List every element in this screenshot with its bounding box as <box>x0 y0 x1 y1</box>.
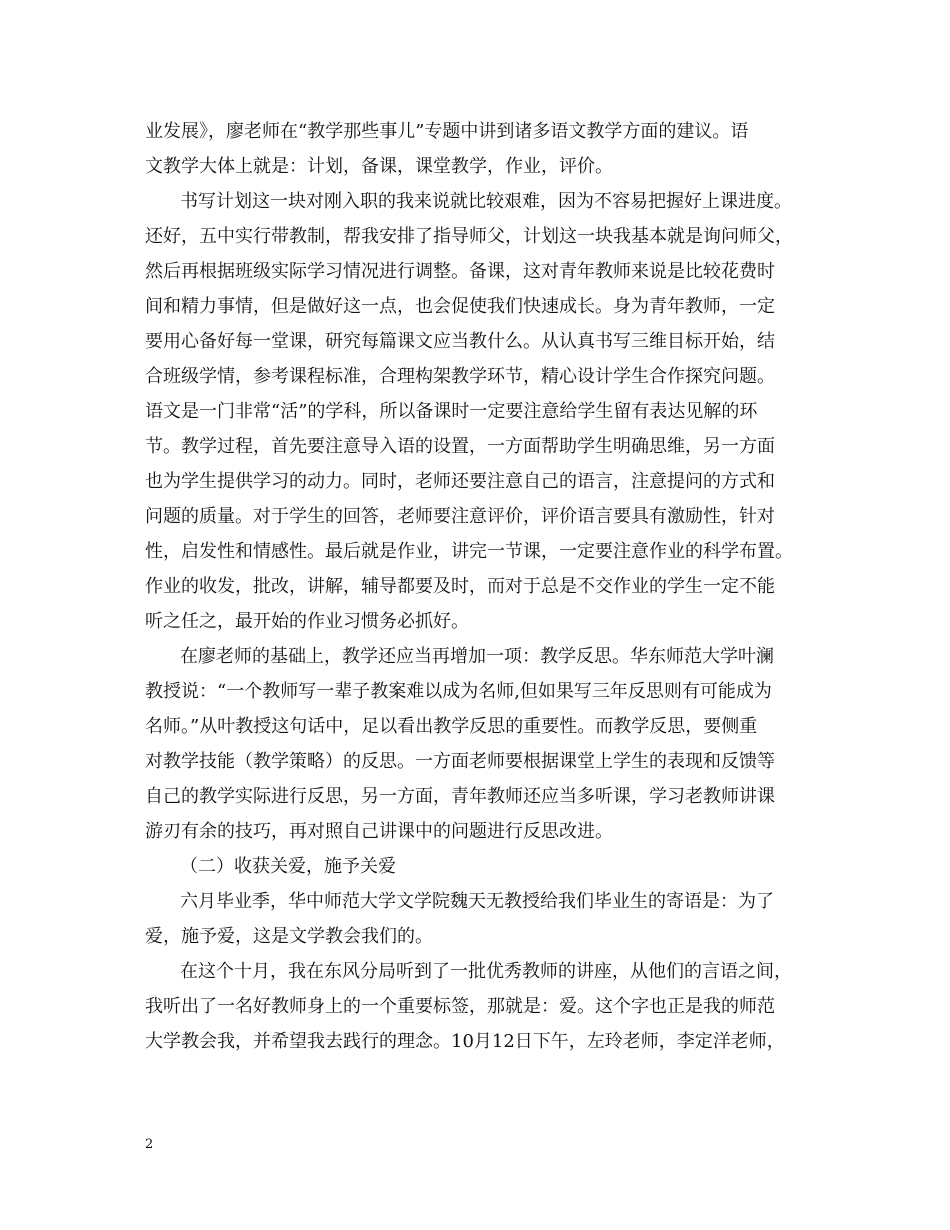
text-line: 大学教会我，并希望我去践行的理念。10月12日下午，左玲老师，李定洋老师， <box>145 1031 785 1052</box>
text-line: 文教学大体上就是：计划，备课，课堂教学，作业，评价。 <box>145 156 613 177</box>
text-line: 游刃有余的技巧，再对照自己讲课中的问题进行反思改进。 <box>145 821 613 842</box>
text-line: 对教学技能（教学策略）的反思。一方面老师要根据课堂上学生的表现和反馈等 <box>145 751 775 772</box>
text-line: 六月毕业季，华中师范大学文学院魏天无教授给我们毕业生的寄语是：为了 <box>180 891 774 912</box>
text-line: 教授说：“一个教师写一辈子教案难以成为名师,但如果写三年反思则有可能成为 <box>145 681 772 702</box>
text-line: 名师。”从叶教授这句话中，足以看出教学反思的重要性。而教学反思，要侧重 <box>145 716 758 737</box>
text-line: 自己的教学实际进行反思，另一方面，青年教师还应当多听课，学习老教师讲课 <box>145 786 775 807</box>
text-line: 书写计划这一块对刚入职的我来说就比较艰难，因为不容易把握好上课进度。 <box>180 191 792 212</box>
text-line: 还好，五中实行带教制，帮我安排了指导师父，计划这一块我基本就是询问师父， <box>145 226 793 247</box>
section-heading: （二）收获关爱，施予关爱 <box>180 856 396 877</box>
page-number: 2 <box>145 1137 154 1152</box>
text-line: 我听出了一名好教师身上的一个重要标签，那就是：爱。这个字也正是我的师范 <box>145 996 775 1017</box>
text-line: 性，启发性和情感性。最后就是作业，讲完一节课，一定要注意作业的科学布置。 <box>145 541 793 562</box>
text-line: 语文是一门非常“活”的学科，所以备课时一定要注意给学生留有表达见解的环 <box>145 401 758 422</box>
text-line: 业发展》，廖老师在“教学那些事儿”专题中讲到诸多语文教学方面的建议。语 <box>145 121 749 142</box>
text-line: 然后再根据班级实际学习情况进行调整。备课，这对青年教师来说是比较花费时 <box>145 261 775 282</box>
text-line: 爱，施予爱，这是文学教会我们的。 <box>145 926 433 947</box>
text-line: 问题的质量。对于学生的回答，老师要注意评价，评价语言要具有激励性，针对 <box>145 506 775 527</box>
text-line: 作业的收发，批改，讲解，辅导都要及时，而对于总是不交作业的学生一定不能 <box>145 576 775 597</box>
text-line: 也为学生提供学习的动力。同时，老师还要注意自己的语言，注意提问的方式和 <box>145 471 775 492</box>
text-line: 在廖老师的基础上，教学还应当再增加一项：教学反思。华东师范大学叶澜 <box>180 646 774 667</box>
text-line: 合班级学情，参考课程标准，合理构架教学环节，精心设计学生合作探究问题。 <box>145 366 775 387</box>
text-line: 在这个十月，我在东风分局听到了一批优秀教师的讲座，从他们的言语之间， <box>180 961 792 982</box>
text-line: 听之任之，最开始的作业习惯务必抓好。 <box>145 611 469 632</box>
text-line: 间和精力事情，但是做好这一点，也会促使我们快速成长。身为青年教师，一定 <box>145 296 775 317</box>
text-line: 节。教学过程，首先要注意导入语的设置，一方面帮助学生明确思维，另一方面 <box>145 436 775 457</box>
text-line: 要用心备好每一堂课，研究每篇课文应当教什么。从认真书写三维目标开始，结 <box>145 331 775 352</box>
